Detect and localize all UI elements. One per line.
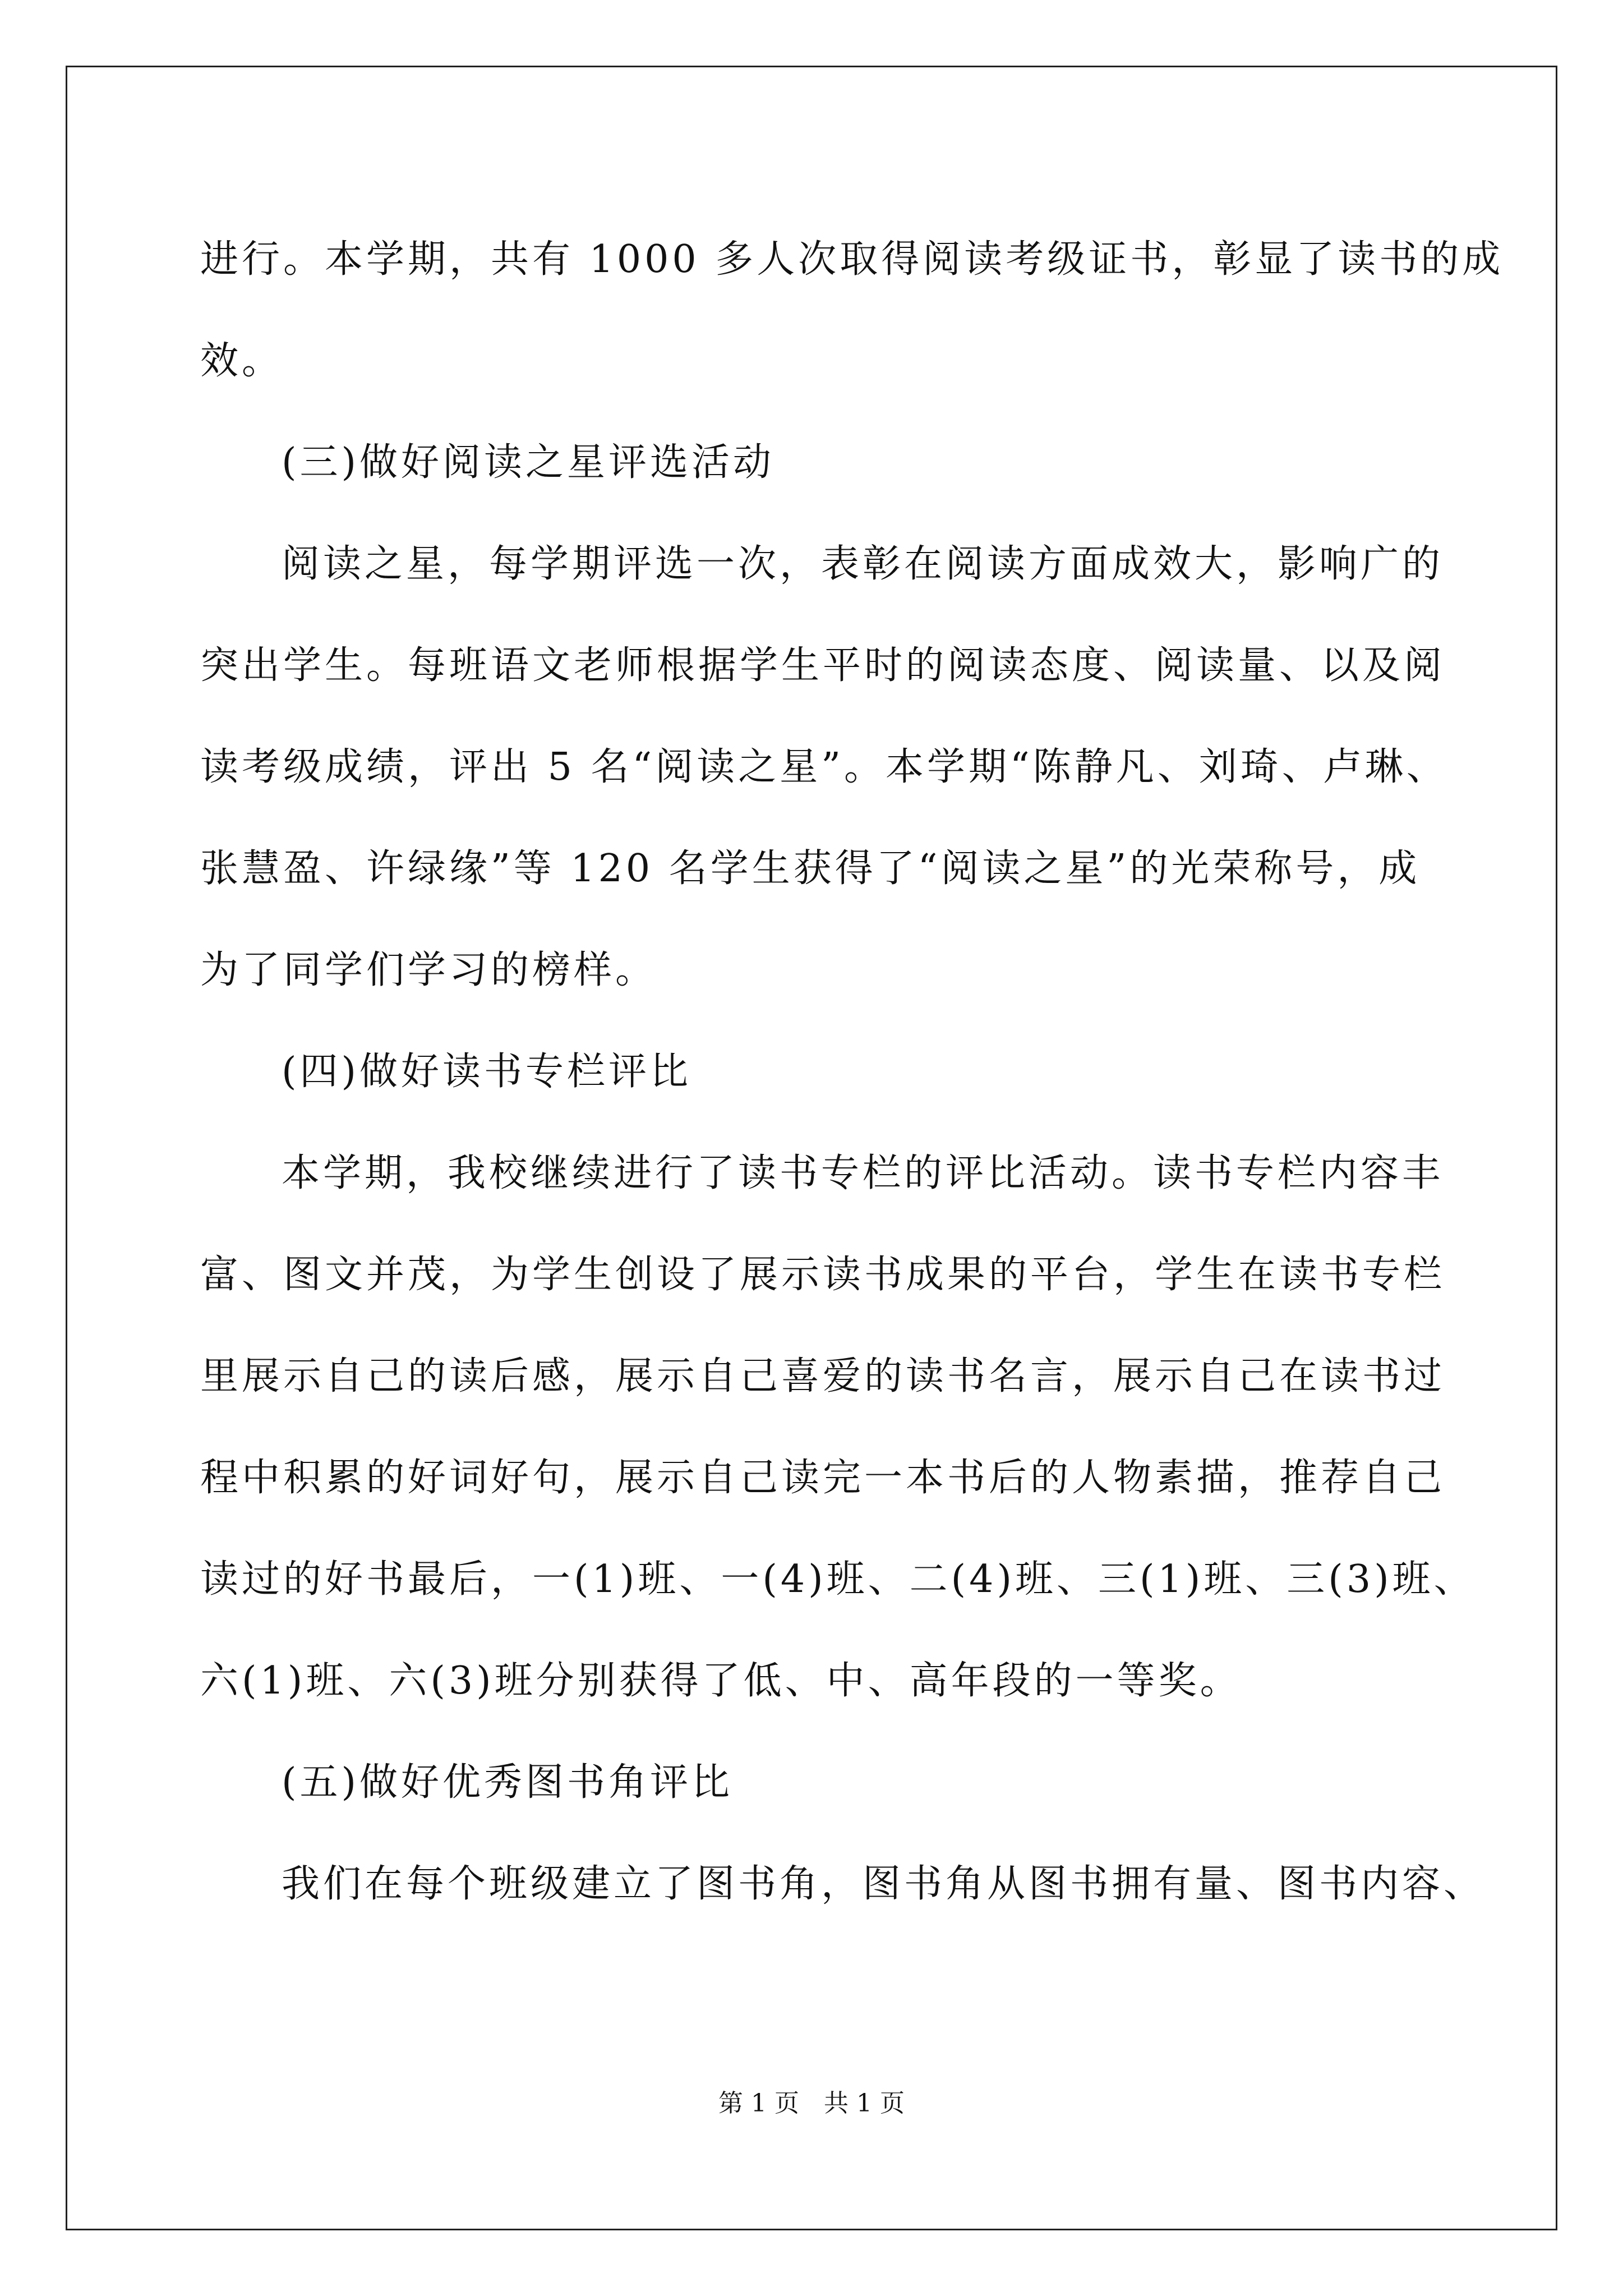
section-heading: (四)做好读书专栏评比 <box>282 1050 692 1094</box>
page-number-footer: 第 1 页 共 1 页 <box>718 2089 905 2118</box>
text-line: 程中积累的好词好句，展示自己读完一本书后的人物素描，推荐自己 <box>200 1456 1446 1500</box>
text-line: 我们在每个班级建立了图书角，图书角从图书拥有量、图书内容、 <box>282 1862 1486 1906</box>
text-line: 读考级成绩，评出 5 名“阅读之星”。本学期“陈静凡、刘琦、卢琳、 <box>200 745 1448 789</box>
text-line: 效。 <box>200 339 284 383</box>
text-line: 为了同学们学习的榜样。 <box>200 948 657 992</box>
text-line: 六(1)班、六(3)班分别获得了低、中、高年段的一等奖。 <box>200 1659 1242 1703</box>
text-line: 读过的好书最后，一(1)班、一(4)班、二(4)班、三(1)班、三(3)班、 <box>200 1557 1476 1602</box>
text-line: 进行。本学期，共有 1000 多人次取得阅读考级证书，彰显了读书的成 <box>200 237 1504 282</box>
text-line: 富、图文并茂，为学生创设了展示读书成果的平台，学生在读书专栏 <box>200 1253 1446 1297</box>
text-line: 里展示自己的读后感，展示自己喜爱的读书名言，展示自己在读书过 <box>200 1354 1446 1398</box>
document-body <box>200 209 1504 1935</box>
text-line: 阅读之星，每学期评选一次，表彰在阅读方面成效大，影响广的 <box>282 542 1444 586</box>
text-line: 张慧盈、许绿缘”等 120 名学生获得了“阅读之星”的光荣称号，成 <box>200 846 1421 891</box>
section-heading: (三)做好阅读之星评选活动 <box>282 440 775 485</box>
text-line: 突出学生。每班语文老师根据学生平时的阅读态度、阅读量、以及阅 <box>200 643 1446 688</box>
section-heading: (五)做好优秀图书角评比 <box>282 1760 734 1805</box>
text-line: 本学期，我校继续进行了读书专栏的评比活动。读书专栏内容丰 <box>282 1151 1444 1195</box>
